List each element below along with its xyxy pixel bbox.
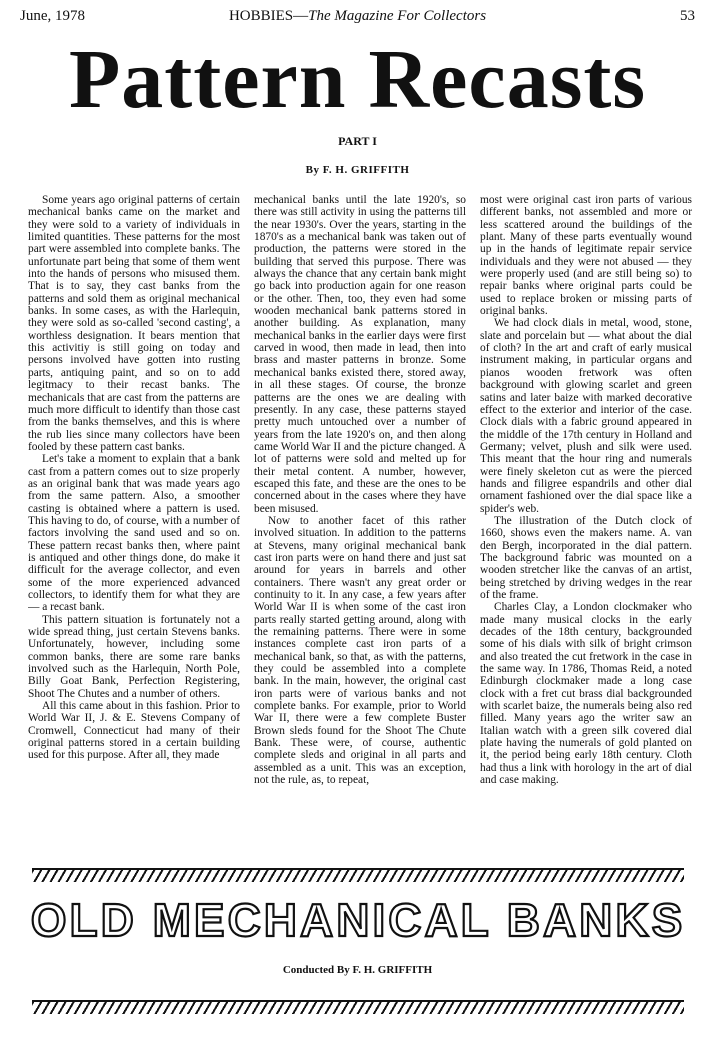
- section-banner-title: OLD MECHANICAL BANKS: [30, 894, 686, 946]
- paragraph: We had clock dials in metal, wood, stone, slate and porcelain but — what about the dial of cloth? In the art and craft of early musical instrument making, in particular organs and pianos wooden fretwork was often background with glowing scarlet and green satins and later baize with marked decorative effect to the exterior and interior of the case. Clock dials with a fabric ground appeared in the middle of the 17th century in Holland and Germany; velvet, plush and silk were used. This meant that the hour ring and numerals were finely skeleton cut as were the pierced hands and filigree espandrils and other dial ornament fashioned over the dial space like a spider's web.: [480, 317, 692, 515]
- paragraph: The illustration of the Dutch clock of 1660, shows even the makers name. A. van den Bergh, incorporated in the dial pattern. The background fabric was mounted on a wooden stretcher like the canvas of an artist, being stretched by driving wedges in the rear of the frame.: [480, 514, 692, 601]
- paragraph: This pattern situation is fortunately not a wide spread thing, just certain Stevens banks. Unfortunately, however, including some common banks, there are some rare banks involved such as the Harlequin, North Pole, Billy Goat Bank, Perfection Registering, Shoot The Chutes and a number of others.: [28, 613, 240, 700]
- paragraph: Charles Clay, a London clockmaker who made many musical clocks in the early decades of the 18th century, backgrounded some of his dials with silk of bright crimson and also treated the cut fretwork in the case in the same way. In 1786, Thomas Reid, a noted Edinburgh clockmaker made a long case clock with a fret cut brass dial backgrounded with scarlet baize, the numerals being also red filled. Many years ago the writer saw an Italian watch with a green silk covered dial plate having the numerals of gold planted on it, the period being early 18th century. Cloth had thus a link with horology in the art of dial and case making.: [480, 601, 692, 787]
- paragraph: Let's take a moment to explain that a bank cast from a pattern comes out to size properly as an original bank that was made years ago from the same pattern. Also, a smoother casting is obtained where a pattern is used. This having to do, of course, with a number of factors involving the sand used and so on. These pattern recast banks then, where paint is antiqued and other things done, do make it difficult for the average collector, and even some of the more experienced advanced collectors, to identify them for what they are — a recast bank.: [28, 453, 240, 614]
- column-3: [480, 194, 692, 854]
- section-conductor: Conducted By F. H. GRIFFITH: [282, 964, 433, 976]
- decorative-rule-top: [32, 868, 684, 882]
- column-2: [254, 194, 466, 854]
- paragraph: Some years ago original patterns of certain mechanical banks came on the market and they were sold to a variety of individuals in limited quantities. These patterns for the most part were assembled into complete banks. The unfortunate part being that some of them went into the hands of persons who misused them. That is to say, they cast banks from the patterns and sold them as original mechanical banks. In some cases, as with the Harlequin, they were sold as so-called 'second casting', a worthless designation. It bears mention that this activitiy is still going on today and persons involved have gotten into rusting parts, antiquing paint, and so on to add legitmacy to their recast banks. The mechanicals that are cast from the patterns are much more difficult to identify than those cast from the banks themselves, and this is where the rub lies since many collectors have been fooled by these pattern cast banks.: [28, 194, 240, 453]
- publication-title: HOBBIES—: [228, 8, 309, 24]
- page-number: 53: [680, 8, 695, 24]
- decorative-rule-bottom: [32, 1000, 684, 1014]
- issue-date: June, 1978: [20, 8, 85, 24]
- article-byline: By F. H. GRIFFITH: [305, 164, 410, 176]
- paragraph: All this came about in this fashion. Prior to World War II, J. & E. Stevens Company of Cromwell, Connecticut had many of their original patterns stored in a certain building used for this purpose. After all, they made: [28, 700, 240, 762]
- article-body: [28, 194, 692, 854]
- page-header: [20, 8, 695, 30]
- section-banner: [30, 890, 686, 950]
- paragraph: mechanical banks until the late 1920's, so there was still activity in using the patterns till the near 1930's. Over the years, starting in the 1870's as a mechanical bank was taken out of production, the patterns were stored in the building that served this purpose. There was always the chance that any certain bank might go back into production again for one reason or the other. Then, too, they even had some wooden mechanical bank patterns stored in another building. As explanation, many mechanical banks in the earlier days were first carved in wood, then made in lead, then into brass and master patterns in bronze. Some mechanical banks existed there, stored away, in all these stages. Of course, the bronze patterns are the ones we are dealing with presently. In any case, these patterns stayed pretty much untouched over a number of years from the late 1920's on, and then along came World War II and the picture changed. A lot of patterns were sold and melted up for their metal content. A number, however, escaped this fate, and these are the ones to be concerned about in the cases where they have been misused.: [254, 194, 466, 515]
- article-part: PART I: [338, 134, 377, 148]
- section-banner-art: [30, 890, 686, 950]
- article-title: Pattern Recasts: [68, 33, 647, 126]
- publication-name: [20, 8, 695, 25]
- column-1: [28, 194, 240, 854]
- publication-tagline: The Magazine For Collectors: [308, 8, 487, 24]
- paragraph: Now to another facet of this rather involved situation. In addition to the patterns at Stevens, many original mechanical bank cast iron parts were on hand there and just sat around for years in barrels and other containers. There wasn't any great order or continuity to it. In any case, a few years after World War II is when some of the cast iron parts really started getting around, along with the remaining patterns. There were in some instances complete cast iron parts of a mechanical bank, so that, as with the patterns, they could be assembled into a complete bank. In the main, however, the original cast iron parts were of various banks and not complete banks. For example, prior to World War II, there were a few complete Buster Brown sleds found for the Shoot The Chute Bank. These were, of course, authentic complete sleds and original in all parts and assembled as a unit. This was an exception, not the rule, as, to repeat,: [254, 514, 466, 787]
- paragraph: most were original cast iron parts of various different banks, not assembled and more or less scattered around the buildings of the plant. Many of these parts eventually wound up in the hands of legitimate repair service individuals and they were not abused — they were properly used (and are still being so) to repair banks where original parts could be used to replace broken or missing parts of original banks.: [480, 194, 692, 318]
